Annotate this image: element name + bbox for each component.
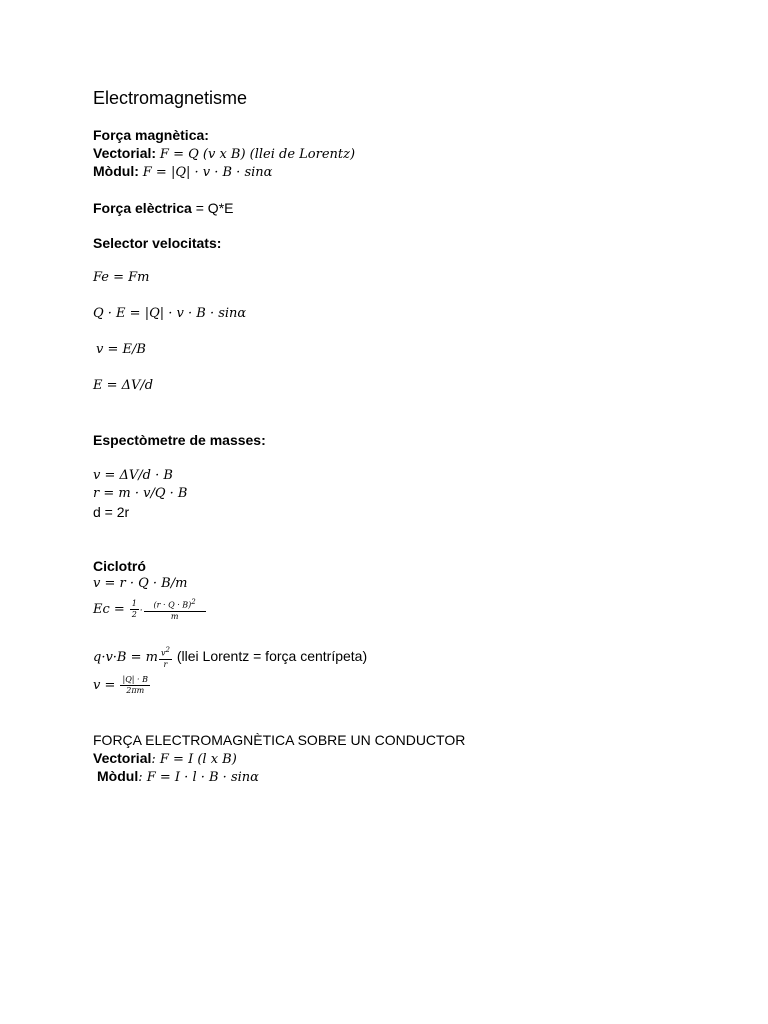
espectometre-heading: Espectòmetre de masses: xyxy=(93,432,266,448)
ec-half-fraction xyxy=(130,599,139,620)
selector-eq-1: Fe = Fm xyxy=(93,270,150,285)
forca-magnetica-heading: Força magnètica: xyxy=(93,127,209,143)
selector-eq-3: v = E/B xyxy=(96,342,146,357)
ec-main-fraction xyxy=(144,597,206,622)
selector-eq-2: Q · E = |Q| · v · B · sinα xyxy=(93,306,247,321)
forca-electrica-label: Força elèctrica xyxy=(93,200,192,216)
ec-lhs: Ec = xyxy=(93,602,125,617)
ciclotro-ec-equation xyxy=(93,594,207,625)
modul-label: Mòdul: xyxy=(93,163,139,179)
conductor-vectorial xyxy=(93,749,237,769)
lorentz-note: (llei Lorentz = força centrípeta) xyxy=(172,648,368,664)
ec-num-text: (r · Q · B) xyxy=(153,600,192,610)
espectometre-eq-1: v = ΔV/d · B xyxy=(93,468,173,483)
ec-num-exponent: 2 xyxy=(191,597,196,606)
espectometre-eq-2: r = m · v/Q · B xyxy=(93,486,188,501)
conductor-modul-label: Mòdul xyxy=(97,768,139,784)
modul-equation: F = |Q| · v · B · sinα xyxy=(142,165,273,180)
ec-num xyxy=(144,597,206,612)
v-num: |Q| · B xyxy=(120,675,150,686)
ec-half-den: 2 xyxy=(131,609,137,619)
conductor-vectorial-equation: : F = I (l x B) xyxy=(151,752,237,767)
conductor-vectorial-label: Vectorial xyxy=(93,750,152,766)
lorentz-num xyxy=(159,645,172,660)
page-title: Electromagnetisme xyxy=(93,88,248,108)
ec-half-num: 1 xyxy=(131,598,137,608)
selector-eq-4: E = ΔV/d xyxy=(93,378,154,393)
forca-magnetica-modul xyxy=(93,162,272,182)
lorentz-lhs: q·v·B = m xyxy=(93,650,158,665)
lorentz-den: r xyxy=(163,659,168,669)
forca-electrica-line xyxy=(93,199,233,217)
forca-electrica-equation: = Q*E xyxy=(191,200,234,216)
vectorial-equation: F = Q (v x B) (llei de Lorentz) xyxy=(159,147,356,162)
v-fraction xyxy=(120,675,150,696)
conductor-modul xyxy=(97,767,259,787)
espectometre-eq-3: d = 2r xyxy=(93,504,130,520)
forca-magnetica-vectorial xyxy=(93,144,355,164)
vectorial-label: Vectorial: xyxy=(93,145,157,161)
v-lhs: v = xyxy=(93,678,116,693)
ec-den: m xyxy=(170,611,179,621)
lorentz-num-text: v xyxy=(160,648,166,658)
v-den: 2πm xyxy=(126,685,145,695)
conductor-modul-equation: : F = I · l · B · sinα xyxy=(138,770,259,785)
ec-dot: · xyxy=(139,606,143,616)
selector-heading: Selector velocitats: xyxy=(93,235,222,251)
conductor-heading: FORÇA ELECTROMAGNÈTICA SOBRE UN CONDUCTOR xyxy=(93,732,466,748)
ciclotro-v-equation xyxy=(93,670,151,700)
lorentz-num-exponent: 2 xyxy=(165,645,170,654)
lorentz-fraction xyxy=(159,645,172,670)
ciclotro-eq-1: v = r · Q · B/m xyxy=(93,576,188,591)
ciclotro-lorentz-equation xyxy=(93,642,367,672)
ciclotro-heading: Ciclotró xyxy=(93,558,146,574)
